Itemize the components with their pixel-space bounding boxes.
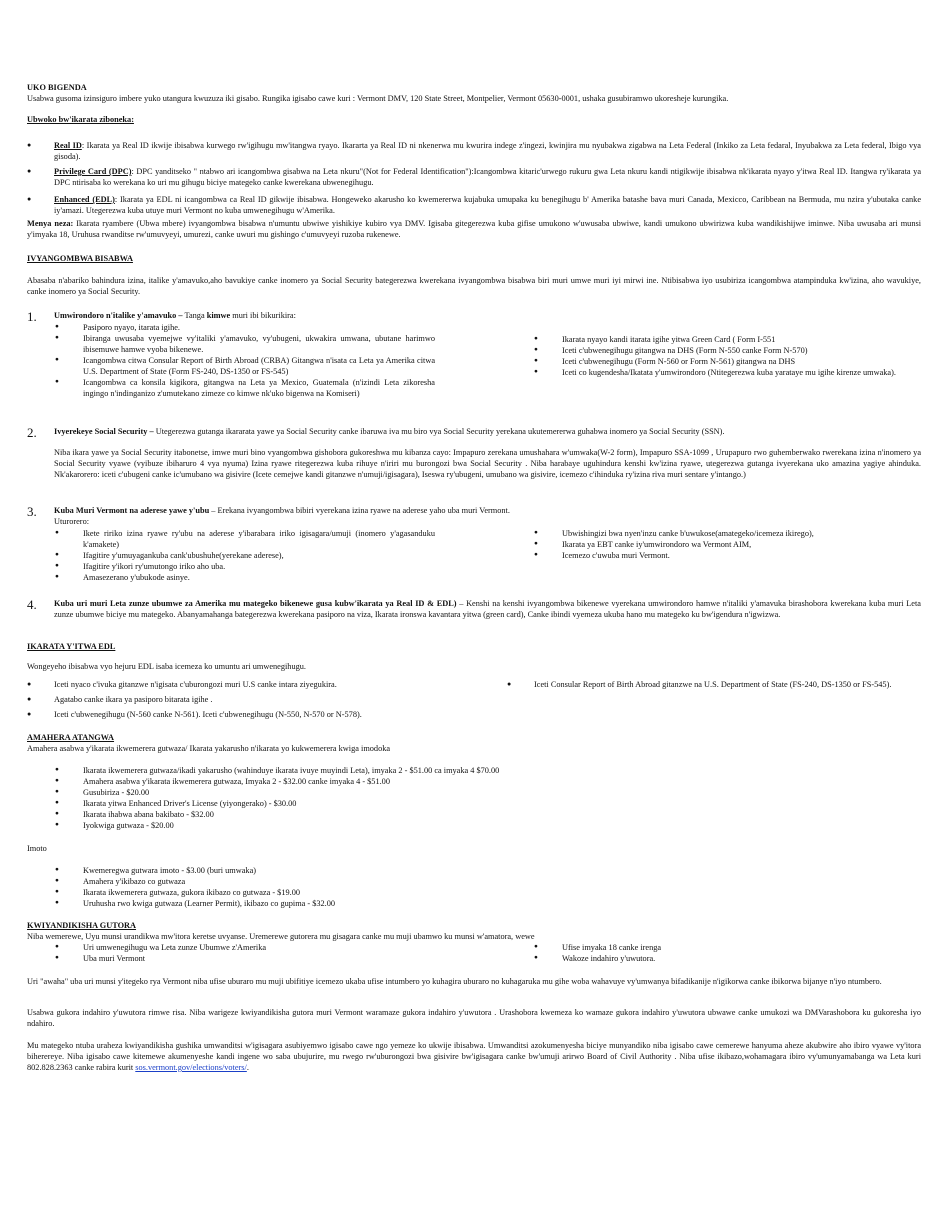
fees-sub: Amahera asabwa y'ikarata ikwemerera gutwaza/ Ikarata yakarusho n'ikarata yo kukwemerera kwiga imodoka bbox=[27, 743, 391, 753]
edl-right-list bbox=[507, 680, 921, 691]
list-item: ● Iceti Consular Report of Birth Abroad gitanzwe na U.S. Department of State (FS-240, DS-1350 or FS-545). bbox=[507, 680, 921, 691]
item-4-number: 4. bbox=[27, 597, 37, 612]
voter-para-2 bbox=[27, 1008, 921, 1030]
list-item: ● Iceti c'ubwenegihugu gitangwa na DHS (Form N-550 canke Form N-570) bbox=[534, 346, 914, 357]
dpc-text: : DPC yanditseko " ntabwo ari icangombwa gisabwa na Leta nkuru"(Not for Federal Identification"):Icangombwa kitaric'urwego rukuru gwa Leta nkuru kandi ntigikwije ibisabwa nk'ikarata nyayo y'itwa Real ID. Itangwa ry'ikarata ya DPC ntirisaba ko werekana ko uri mu gihugu biciye mategeko canke kwerekana ubwenegihugu. bbox=[54, 167, 922, 187]
item-2-para-text: Niba ikara yawe ya Social Security itabonetse, imwe muri bino vyangombwa gishobora gukoreshwa mu kibanza cayo: Impapuro zerekana umushahara w'umwaka(W-2 form), Impapuro SSA-1099 , Urupapuro rwo guhemberwako rwerekana izina n'inomero ya Social Security vyawe (vyibuze ibiharuro 4 vya nyuma) Izina ryawe ritegerezwa kuba rihuye n'iriri mu burongozi bwa Social Security . Niba harabaye uguhindura kenshi kw'izina ryawe, utegerezwa gutanga ivyerekana uko amazina yagiye ahinduka. Nk'akarorero: iceti c'ubugeni canke ic'umubano wa gisivire (Icete cemejwe kandi gitanzwe n'umuji/igisagara), Iseswa ry'ubugeni, umubano wa gisivire, icemezo c'ihinduka ry'izina riva muri sentare y'intango.) bbox=[54, 448, 921, 479]
real-id-text: : Ikarata ya Real ID ikwije ibisabwa kurwego rw'igihugu mw'itangwa ryayo. Ikararta ya Real ID ni nkenerwa mu kwurira indege z'ingezi, kwinjira mu nyubakwa zigabwa na Leta Federal (Inkiko za Leta fedaral, Inyubakwa za Leta federal, Ibigo vya gisoda). bbox=[54, 141, 921, 161]
item-4-title: Kuba uri muri Leta zunze ubumwe za Amerika mu mategeko bikenewe gusa kubw'ikarata ya Real ID & EDL) bbox=[54, 599, 457, 608]
fees-heading: AMAHERA ATANGWA bbox=[27, 733, 115, 742]
item-1-title: Umwirondoro n'italike y'amavuko – bbox=[54, 311, 183, 320]
list-item: ● Ifagitire y'umuyagankuba cank'ubushuhe(yerekane aderese), bbox=[55, 551, 435, 562]
list-item: ● Kwemeregwa gutwara imoto - $3.00 (buri umwaka) bbox=[55, 866, 921, 877]
voter-section bbox=[27, 921, 921, 943]
item-1-number: 1. bbox=[27, 309, 37, 324]
voter-para-3-end: . bbox=[246, 1062, 249, 1072]
docs-intro bbox=[27, 276, 921, 298]
item-3-sub: Uturorero: bbox=[54, 516, 90, 526]
list-item: ● Ifagitire y'ikori ry'umutongo iriko aho uba. bbox=[55, 562, 435, 573]
voter-para-2-text: Usabwa gukora indahiro y'uwutora rimwe risa. Niba warigeze kwiyandikisha gutora muri Vermont waramaze gukora indahiro y'uwutora . Urashobora kwemeza ko wamaze gukora indahiro y'uwutora ubwawe canke umukozi wa DMVarashobora ku gukoresha iyo ndahiro. bbox=[27, 1008, 921, 1028]
edl-text: : Ikarata ya EDL ni icangombwa ca Real ID gikwije ibisabwa. Hongeweko akarusho ko kwemererwa kujabuka umupaka ku benegihugu b' Amerika batashe bava muri Canada, Mexicco, Caribbean na Bermuda, mu nzira y'ubutaka canke iy'amazi. Utegerezwa kuba utuye muri Vermont no kuba umwenegihugu w'Amerika. bbox=[54, 195, 921, 215]
moto-label bbox=[27, 844, 921, 855]
voter-para-1 bbox=[27, 977, 921, 988]
list-item: ● Ikarata ikwemerera gutwaza/ikadi yakarusho (wahinduye ikarata ivuye muyindi Leta), imyaka 2 - $51.00 ca imyaka 4 $70.00 bbox=[55, 766, 921, 777]
docs-intro-text: Abasaba n'abariko bahindura izina, italike y'amavuko,aho bavukiye canke inomero ya Social Security bategerezwa kwerekana ivyangombwa bisabwa biri muri umwe muri iyi mirwi ine. Ntibisabwa iyo usubiriza icangombwa atampinduka kw'izina, aho wavukiye, canke inomero ya Social Security. bbox=[27, 276, 921, 296]
voter-left-list bbox=[55, 943, 455, 965]
item-3-number: 3. bbox=[27, 504, 37, 519]
list-item: ● Ufise imyaka 18 canke irenga bbox=[534, 943, 914, 954]
card-types-heading: Ubwoko bw'ikarata ziboneka: bbox=[27, 115, 134, 124]
item-2-title: Ivyerekeye Social Security – bbox=[54, 427, 154, 436]
list-item: ● Amahera asabwa y'ikarata ikwemerera gutwaza, Imyaka 2 - $32.00 canke imyaka 4 - $51.00 bbox=[55, 777, 921, 788]
docs-section bbox=[27, 254, 921, 265]
docs-item-1 bbox=[27, 311, 921, 322]
item-3-right-list bbox=[534, 529, 914, 562]
voter-right-list bbox=[534, 943, 914, 965]
item-1-right-list bbox=[534, 335, 914, 379]
list-item: ● Icemezo c'uwuba muri Vermont. bbox=[534, 551, 914, 562]
item-1-text-c: muri ibi bikurikira: bbox=[230, 311, 296, 320]
list-item: ● Ikarata nyayo kandi itarata igihe yitwa Green Card ( Form I-551 bbox=[534, 335, 914, 346]
item-2-para bbox=[54, 448, 921, 481]
edl-term: Enhanced (EDL) bbox=[54, 195, 115, 204]
voter-heading: KWIYANDIKISHA GUTORA bbox=[27, 921, 137, 930]
note-text: Ikarata ryambere (Ubwa mbere) ivyangombwa bisabwa n'umuntu ubwiwe yishikiye kubiro vya DMV. Igisaba gitegerezwa kuba gifise umukono w'uwusaba ubwiwe, kandi umukono ubwirizwa kuba wandikishijwe iminwe. Niba uwusaba ari munsi y'imyaka 18, Uruhusa rwanditse rw'umuvyeyi, umurezi, canke uwuri mu gishingo c'umuvyeyi ruzoba rukenewe. bbox=[27, 219, 922, 239]
list-item: ● Ikarata yitwa Enhanced Driver's License (yiyongerako) - $30.00 bbox=[55, 799, 921, 810]
fees-list bbox=[55, 766, 921, 832]
note-label: Menya neza: bbox=[27, 219, 74, 228]
item-3-left-list bbox=[55, 529, 435, 584]
list-item: ● Iceti nyaco c'ivuka gitanzwe n'igisata c'uburongozi muri U.S canke intara ziyegukira. bbox=[27, 680, 467, 691]
item-1-text-b: kimwe bbox=[206, 311, 231, 320]
voter-para-3 bbox=[27, 1041, 921, 1074]
list-item: ● Amasezerano y'ubukode asinye. bbox=[55, 573, 435, 584]
intro-text: Usabwa gusoma izinsiguro imbere yuko utangura kwuzuza iki gisabo. Rungika igisabo cawe kuri : Vermont DMV, 120 State Street, Montpelier, Vermont 05630-0001, ushaka gusubiramwo ukoresheje kurungika. bbox=[27, 93, 729, 103]
card-type-dpc bbox=[27, 167, 921, 189]
list-item: ● Ibiranga uwusaba vyemejwe vy'italiki y'amavuko, vy'ubugeni, ukwakira umwana, ubutane harimwo ibisemuwe hamwe vyoba bikenewe. bbox=[55, 334, 435, 356]
list-item: ● Ikarata ihabwa abana bakibato - $32.00 bbox=[55, 810, 921, 821]
list-item: ● Iyokwiga gutwaza - $20.00 bbox=[55, 821, 921, 832]
docs-item-4 bbox=[27, 599, 921, 621]
card-type-edl bbox=[27, 195, 921, 217]
list-item: ● Ikete ririko izina ryawe ry'ubu na aderese y'ibarabara iriko igisagara/umuji (inomero y'agasanduku k'amakete) bbox=[55, 529, 435, 551]
intro-section bbox=[27, 83, 921, 105]
fees-section bbox=[27, 733, 921, 755]
voter-para-3-text: Mu mategeko ntuba uraheza kwiyandikisha gushika umwanditsi w'igisagara asubiyemwo igisabo cawe ngo yemeze ko ukwije ibisabwa. Umwanditsi azokumenyesha biciye munyandiko niba igisabo cawe cemerewe hanyuma aheze akubwire aho ibiro vyawe vy'itora biherereye. Niba igisabo cawe kitemewe akumenyeshe kandi ingene wo saba ubujurire, mu rwego rw'uburongozi bwa gisivire bw'igisagara canke bw'umuji arirwo Board of Civil Authority . Niba ufise ikibazo,wohamagara ibiro vy'umunyamabanga wa Leta kuri 802.828.2363 canke rabira kurit bbox=[27, 1041, 921, 1072]
item-2-number: 2. bbox=[27, 425, 37, 440]
card-types-section bbox=[27, 115, 921, 126]
list-item: ● Icangombwa citwa Consular Report of Birth Abroad (CRBA) Gitangwa n'isata ca Leta ya Amerika citwa U.S. Department of State (Form FS-240, DS-1350 or FS-545) bbox=[55, 356, 435, 378]
moto-label-text: Imoto bbox=[27, 844, 47, 853]
list-item: ● Amahera y'ikibazo co gutwaza bbox=[55, 877, 921, 888]
list-item: ● Iceti c'ubwenegihugu (Form N-560 or Form N-561) gitangwa na DHS bbox=[534, 357, 914, 368]
docs-item-2 bbox=[27, 427, 921, 438]
list-item: ● Uruhusha rwo kwiga gutwaza (Learner Permit), ikibazo co gupima - $32.00 bbox=[55, 899, 921, 910]
list-item: ● Ikarata ikwemerera gutwaza, gukora ikibazo co gutwaza - $19.00 bbox=[55, 888, 921, 899]
item-2-text: Utegerezwa gutanga ikararata yawe ya Social Security canke ibaruwa iva mu biro vya Social Security yerekana ukutemererwa guhabwa inomero ya Social Security (SSN). bbox=[153, 427, 725, 436]
edl-intro-text: Wongeyeho ibisabwa vyo hejuru EDL isaba icemeza ko umuntu ari umwenegihugu. bbox=[27, 662, 306, 671]
list-item: ● Pasiporo nyayo, itarata igihe. bbox=[55, 323, 435, 334]
elections-link[interactable]: sos.vermont.gov/elections/voters/ bbox=[135, 1062, 247, 1072]
intro-heading: UKO BIGENDA bbox=[27, 83, 87, 92]
edl-intro bbox=[27, 662, 921, 673]
docs-item-3 bbox=[27, 506, 921, 528]
card-type-real-id bbox=[27, 141, 921, 163]
moto-list bbox=[55, 866, 921, 910]
real-id-term: Real ID bbox=[54, 141, 82, 150]
edl-left-list bbox=[27, 680, 467, 721]
list-item: ● Icangombwa ca konsila kigikora, gitangwa na Leta ya Mexico, Guatemala (n'izindi Leta zikoresha ingingo n'indinganizo z'umutekano zimeze co kimwe nk'uko bigenwa na Komiseri) bbox=[55, 378, 435, 400]
list-item: ● Ikarata ya EBT canke iy'umwirondoro wa Vermont AIM, bbox=[534, 540, 914, 551]
list-item: ● Iceti c'ubwenegihugu (N-560 canke N-561). Iceti c'ubwenegihugu (N-550, N-570 or N-578). bbox=[27, 710, 467, 721]
item-1-text-a: Tanga bbox=[182, 311, 207, 320]
edl-section bbox=[27, 642, 921, 653]
dpc-term: Privilege Card (DPC) bbox=[54, 167, 132, 176]
item-1-left-list bbox=[55, 323, 435, 400]
list-item: ● Iceti co kugendesha/Ikatata y'umwirondoro (Ntitegerezwa kuba yarataye mu igihe kirenze umwaka). bbox=[534, 368, 914, 379]
note-section bbox=[27, 219, 921, 241]
list-item: ● Gusubiriza - $20.00 bbox=[55, 788, 921, 799]
list-item: ● Wakoze indahiro y'uwutora. bbox=[534, 954, 914, 965]
list-item: ● Ubwishingizi bwa nyen'inzu canke b'uwukose(amategeko/icemeza ikirego), bbox=[534, 529, 914, 540]
list-item: ● Uba muri Vermont bbox=[55, 954, 455, 965]
edl-heading: IKARATA Y'ITWA EDL bbox=[27, 642, 116, 651]
item-4-text: – Kenshi na kenshi ivyangombwa bikenewe vyerekana umwirondoro hamwe n'italiki y'amavuka birashobora kwerekana kuba muri Leta zunze ubumwe biciye mu mategeko. Abanyamahanga bategerezwa kwerekana pasiporo na viza, Ikarata ironswa kavantara yitwa (green card), Canke ibindi vyemeza ukuba hano mu mategeko ku bw'igendura n'igwizwa. bbox=[54, 599, 921, 619]
list-item: ● Uri umwenegihugu wa Leta zunze Ubumwe z'Amerika bbox=[55, 943, 455, 954]
voter-intro: Niba wemerewe, Uyu munsi urandikwa mw'itora keretse uvyanse. Uremerewe gutorera mu gisagara canke mu muji ubamwo ku munsi w'amatora, wewe bbox=[27, 931, 535, 941]
item-3-title: Kuba Muri Vermont na aderese yawe y'ubu bbox=[54, 506, 210, 515]
item-3-text: – Erekana ivyangombwa bibiri vyerekana izina ryawe na aderese yaho uba muri Vermont. bbox=[209, 506, 510, 515]
list-item: ● Agatabo canke ikara ya pasiporo bitarata igihe . bbox=[27, 695, 467, 706]
docs-heading: IVYANGOMBWA BISABWA bbox=[27, 254, 133, 263]
voter-para-1-text: Uri "awaha" uba uri munsi y'itegeko rya Vermont niba ufise uburaro mu muji ubifitiye icemezo ukaba ufise intumbero yo kuhagira uburaro no kuhagaruka mu gihe woba wahavuye vy'umwanya bifadikanije n'igikorwa canke ibikorwa bijanye n'iyo ntumbero. bbox=[27, 977, 882, 986]
